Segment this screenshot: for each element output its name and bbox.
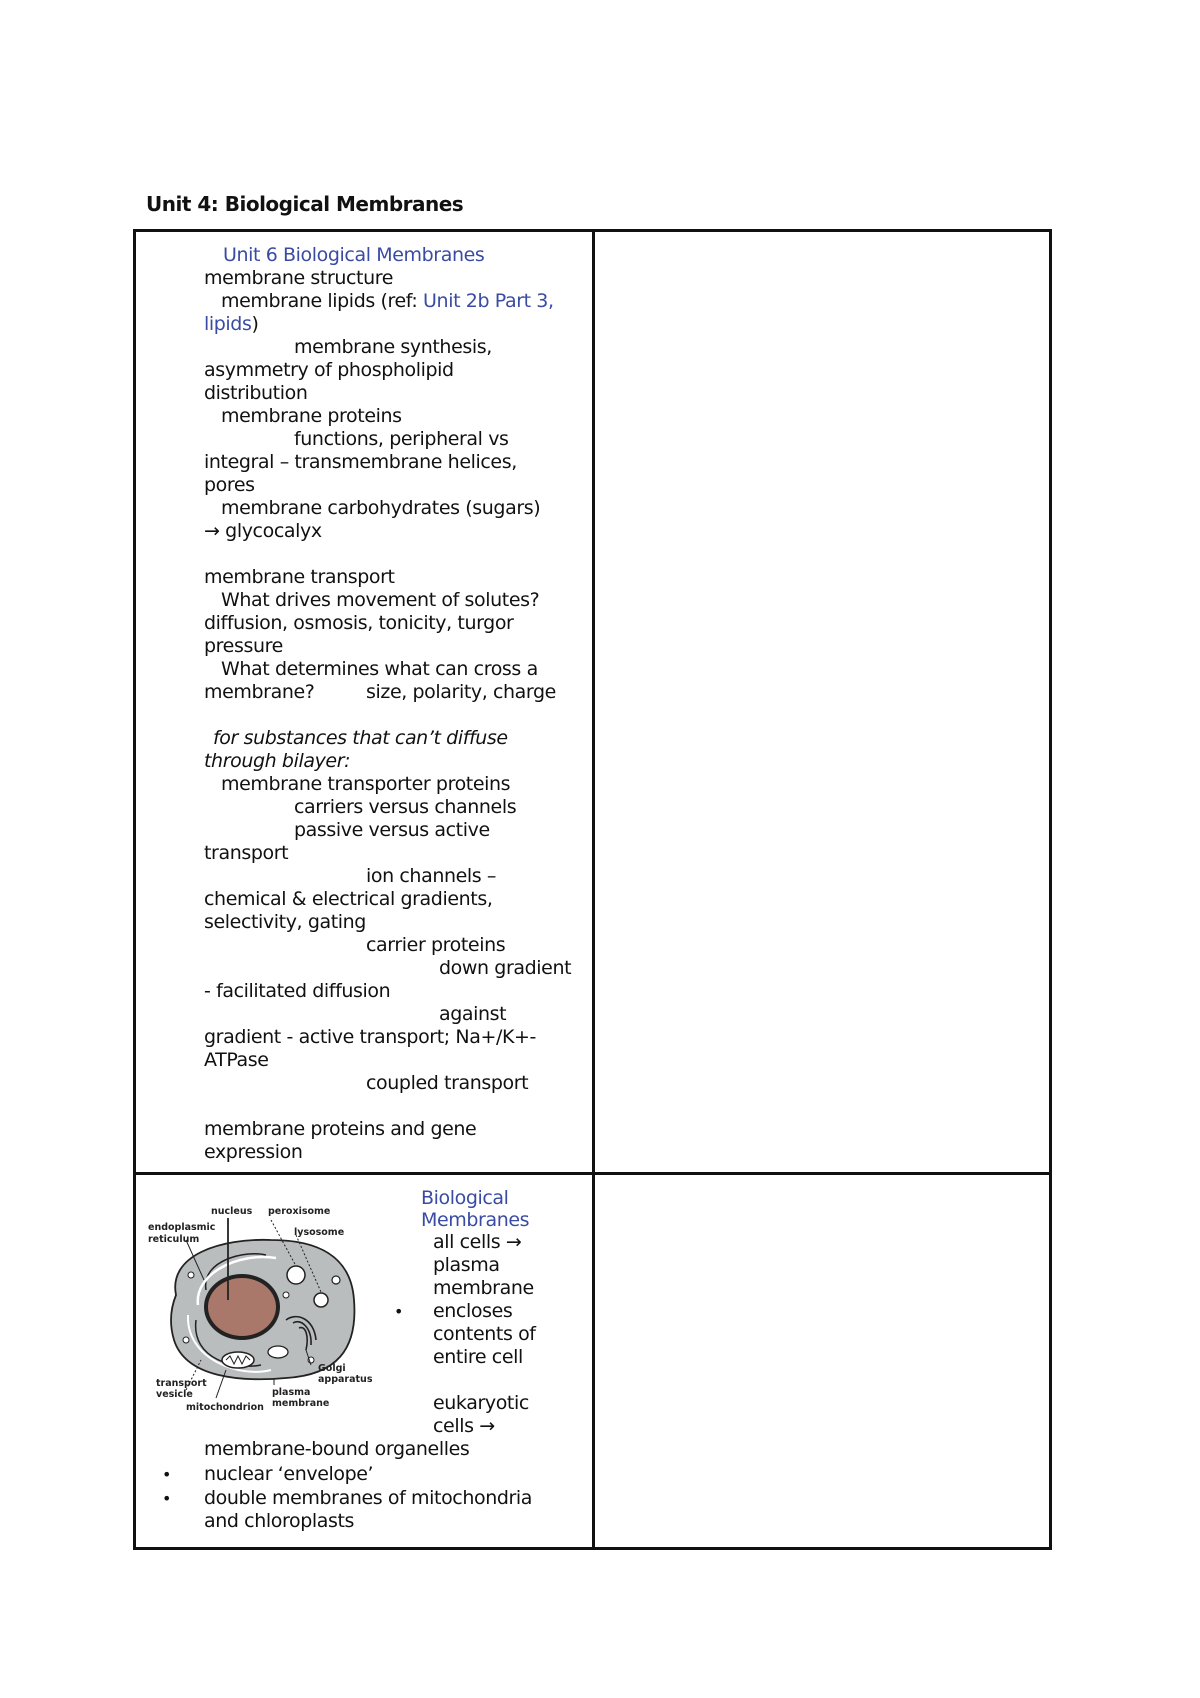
- cell-diagram: [146, 1200, 376, 1415]
- outline-line: membrane: [433, 1277, 534, 1299]
- table-cell-outline: [133, 229, 595, 1175]
- nucleus-shape: [208, 1278, 276, 1336]
- outline-line: for substances that can’t diffuse: [213, 727, 508, 749]
- label-lysosome: lysosome: [294, 1227, 345, 1238]
- label-golgi: Golgi: [318, 1363, 346, 1374]
- outline-line: membrane lipids (ref: Unit 2b Part 3,: [221, 290, 554, 312]
- outline-line: expression: [204, 1141, 303, 1163]
- outline-line: membrane proteins: [221, 405, 402, 427]
- ref-link[interactable]: Unit 2b Part 3,: [423, 290, 554, 312]
- outline-line: carrier proteins: [366, 934, 506, 956]
- outline-line: through bilayer:: [204, 750, 351, 772]
- outline-line: eukaryotic: [433, 1392, 529, 1414]
- ref-link[interactable]: lipids: [204, 313, 252, 335]
- bullet-marker: •: [394, 1302, 404, 1321]
- label-peroxisome: peroxisome: [268, 1206, 331, 1217]
- table-cell-notes: [592, 229, 1052, 1175]
- outline-line: passive versus active: [294, 819, 490, 841]
- label-er: reticulum: [148, 1234, 200, 1245]
- outline-line: membrane transport: [204, 566, 395, 588]
- outline-line: membrane transporter proteins: [221, 773, 511, 795]
- outline-line: contents of: [433, 1323, 536, 1345]
- label-transport-vesicle: transport: [156, 1378, 207, 1389]
- label-golgi: apparatus: [318, 1374, 373, 1385]
- outline-line: selectivity, gating: [204, 911, 366, 933]
- outline-line: all cells →: [433, 1231, 522, 1253]
- outline-line: transport: [204, 842, 289, 864]
- outline-line: membrane synthesis,: [294, 336, 492, 358]
- outline-line: carriers versus channels: [294, 796, 517, 818]
- outline-line: chemical & electrical gradients,: [204, 888, 493, 910]
- outline-line: pressure: [204, 635, 283, 657]
- outline-line: What drives movement of solutes?: [221, 589, 540, 611]
- outline-line: functions, peripheral vs: [294, 428, 509, 450]
- outline-line: membrane?: [204, 681, 315, 703]
- outline-line: ATPase: [204, 1049, 269, 1071]
- outline-line: gradient - active transport; Na+/K+-: [204, 1026, 537, 1048]
- label-plasma-membrane: membrane: [272, 1398, 330, 1409]
- outline-line: distribution: [204, 382, 308, 404]
- section-heading: Unit 6 Biological Membranes: [223, 244, 485, 266]
- label-nucleus: nucleus: [211, 1206, 253, 1217]
- outline-line: plasma: [433, 1254, 500, 1276]
- outline-line: coupled transport: [366, 1072, 529, 1094]
- outline-line: double membranes of mitochondria: [204, 1487, 533, 1509]
- outline-line: nuclear ‘envelope’: [204, 1463, 374, 1485]
- label-plasma-membrane: plasma: [272, 1387, 311, 1398]
- outline-line: - facilitated diffusion: [204, 980, 391, 1002]
- bullet-marker: •: [162, 1489, 172, 1508]
- bullet-marker: •: [162, 1465, 172, 1484]
- outline-line: membrane-bound organelles: [204, 1438, 470, 1460]
- outline-line: membrane carbohydrates (sugars): [221, 497, 541, 519]
- outline-line: pores: [204, 474, 255, 496]
- outline-line: against: [439, 1003, 507, 1025]
- table-cell-cell-diagram: [133, 1172, 595, 1550]
- label-transport-vesicle: vesicle: [156, 1389, 193, 1400]
- outline-line: ion channels –: [366, 865, 497, 887]
- outline-line: cells →: [433, 1415, 495, 1437]
- outline-line: and chloroplasts: [204, 1510, 355, 1532]
- outline-line: lipids): [204, 313, 259, 335]
- table-cell-notes: [592, 1172, 1052, 1550]
- outline-line: membrane structure: [204, 267, 394, 289]
- label-mitochondrion: mitochondrion: [186, 1402, 264, 1413]
- outline-line: asymmetry of phospholipid: [204, 359, 454, 381]
- outline-line: down gradient: [439, 957, 572, 979]
- outline-line: membrane proteins and gene: [204, 1118, 477, 1140]
- outline-line: encloses: [433, 1300, 513, 1322]
- outline-line: entire cell: [433, 1346, 523, 1368]
- page-title: Unit 4: Biological Membranes: [146, 192, 464, 216]
- outline-line: → glycocalyx: [204, 520, 322, 542]
- outline-line: What determines what can cross a: [221, 658, 538, 680]
- section-heading: Membranes: [421, 1209, 530, 1231]
- outline-line: integral – transmembrane helices,: [204, 451, 517, 473]
- label-er: endoplasmic: [148, 1222, 216, 1233]
- outline-line: diffusion, osmosis, tonicity, turgor: [204, 612, 514, 634]
- section-heading: Biological: [421, 1187, 509, 1209]
- outline-line: size, polarity, charge: [366, 681, 556, 703]
